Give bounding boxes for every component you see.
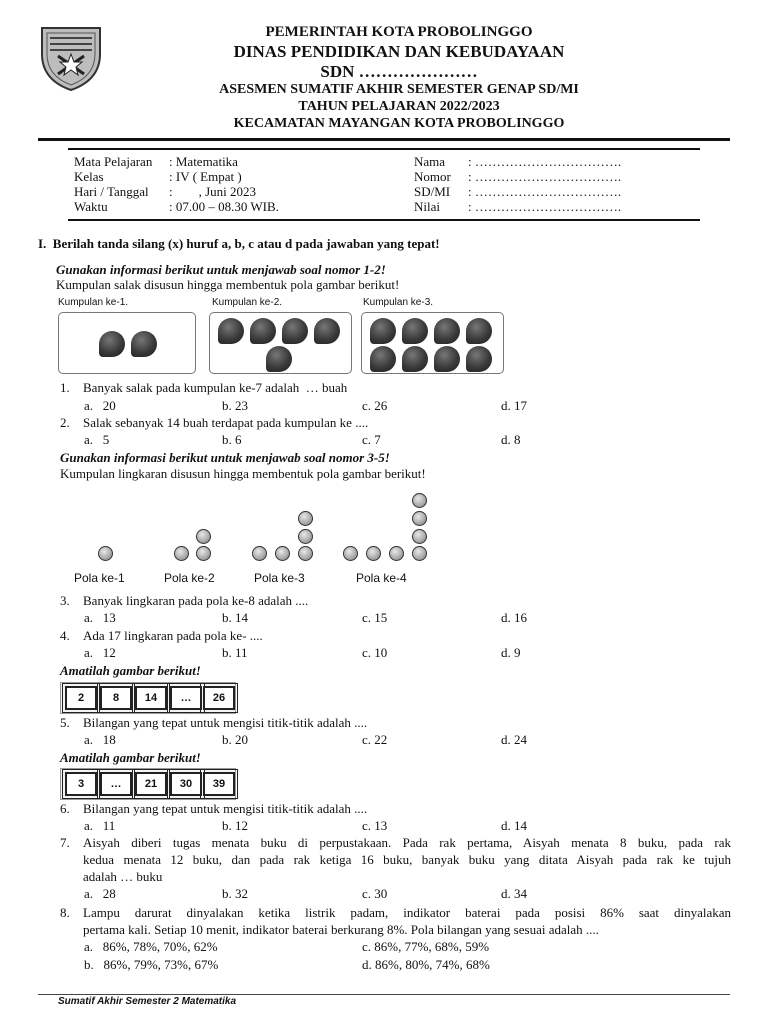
q2-option-c[interactable]: c. 7 [362, 432, 381, 447]
q7-option-c[interactable]: c. 30 [362, 886, 388, 901]
question-7-line-3: adalah … buku [83, 869, 163, 884]
salak-group-2 [209, 312, 352, 374]
q6-option-d[interactable]: d. 14 [501, 818, 527, 833]
pattern-label-4: Pola ke-4 [356, 571, 407, 585]
info-name-label: Nama [414, 154, 446, 169]
q8-option-d[interactable]: d. 86%, 80%, 74%, 68% [362, 957, 490, 972]
q4-option-c[interactable]: c. 10 [362, 645, 388, 660]
pattern-circle [174, 546, 189, 561]
salak-fruit [99, 331, 125, 357]
q3-option-b[interactable]: b. 14 [222, 610, 248, 625]
salak-fruit [250, 318, 276, 344]
question-1: 1. Banyak salak pada kumpulan ke-7 adalah … buah [60, 380, 348, 395]
salak-fruit [314, 318, 340, 344]
header-district: KECAMATAN MAYANGAN KOTA PROBOLINGGO [233, 116, 565, 131]
question-8-line-2: pertama kali. Setiap 10 menit, indikator baterai berkurang 8%. Pola bilangan yang sesuai adalah .... [83, 922, 599, 937]
q6-option-a[interactable]: a. 11 [84, 818, 116, 833]
sequence-box: 2 [65, 686, 97, 710]
q5-option-b[interactable]: b. 20 [222, 732, 248, 747]
question-7-number: 7. [60, 835, 70, 850]
salak-fruit [402, 346, 428, 372]
pattern-circle [412, 546, 427, 561]
salak-label-2: Kumpulan ke-2. [212, 297, 283, 308]
pattern-circle [196, 546, 211, 561]
q7-option-b[interactable]: b. 32 [222, 886, 248, 901]
observe-heading-2: Amatilah gambar berikut! [60, 750, 201, 765]
sequence-box: 14 [135, 686, 167, 710]
q3-option-c[interactable]: c. 15 [362, 610, 388, 625]
pattern-circle [98, 546, 113, 561]
header-school-year: TAHUN PELAJARAN 2022/2023 [298, 99, 500, 114]
question-5: 5. Bilangan yang tepat untuk mengisi titik-titik adalah .... [60, 715, 368, 730]
q6-option-b[interactable]: b. 12 [222, 818, 248, 833]
sequence-box: 8 [100, 686, 132, 710]
pattern-circle [298, 546, 313, 561]
q1-option-c[interactable]: c. 26 [362, 398, 388, 413]
pattern-circle [298, 511, 313, 526]
pattern-circle [412, 511, 427, 526]
intro-salak-heading: Gunakan informasi berikut untuk menjawab soal nomor 1-2! [56, 262, 386, 277]
sequence-box: 30 [170, 772, 202, 796]
salak-fruit [434, 318, 460, 344]
salak-fruit [370, 346, 396, 372]
sequence-box: 39 [203, 772, 235, 796]
info-school-label: SD/MI [414, 184, 451, 199]
salak-fruit [282, 318, 308, 344]
pattern-circle [298, 529, 313, 544]
q5-option-d[interactable]: d. 24 [501, 732, 527, 747]
header-divider [38, 138, 730, 141]
pattern-circle [366, 546, 381, 561]
q6-option-c[interactable]: c. 13 [362, 818, 388, 833]
question-7-line-2: kedua menata 12 buku, dan pada rak ketiga 16 buku, banyak buku yang ditata Aisyah pada rak ke tujuh [83, 852, 731, 867]
section-instruction: I. Berilah tanda silang (x) huruf a, b, c atau d pada jawaban yang tepat! [38, 236, 440, 251]
header-exam-title: ASESMEN SUMATIF AKHIR SEMESTER GENAP SD/MI [219, 82, 579, 97]
info-school-field[interactable]: : ……………………………. [468, 184, 622, 199]
q3-option-a[interactable]: a. 13 [84, 610, 116, 625]
question-4: 4. Ada 17 lingkaran pada pola ke- .... [60, 628, 263, 643]
salak-fruit [266, 346, 292, 372]
sequence-box: … [100, 772, 132, 796]
question-7-line-1: Aisyah diberi tugas menata buku di perpustakaan. Pada rak pertama, Aisyah menata 8 buku, pada rak [83, 835, 731, 850]
salak-fruit [218, 318, 244, 344]
info-number-label: Nomor [414, 169, 451, 184]
q1-option-a[interactable]: a. 20 [84, 398, 116, 413]
q1-option-b[interactable]: b. 23 [222, 398, 248, 413]
sequence-box: 26 [203, 686, 235, 710]
pattern-circle [389, 546, 404, 561]
info-name-field[interactable]: : ……………………………. [468, 154, 622, 169]
footer-rule [38, 994, 730, 995]
pattern-label-1: Pola ke-1 [74, 571, 125, 585]
info-time-value: : 07.00 – 08.30 WIB. [169, 199, 279, 214]
q8-option-b[interactable]: b. 86%, 79%, 73%, 67% [84, 957, 219, 972]
sequence-box: 3 [65, 772, 97, 796]
info-class-label: Kelas [74, 169, 104, 184]
number-sequence-1 [60, 682, 236, 714]
question-2: 2. Salak sebanyak 14 buah terdapat pada kumpulan ke .... [60, 415, 369, 430]
question-8-number: 8. [60, 905, 70, 920]
info-top-rule [68, 148, 700, 150]
q7-option-a[interactable]: a. 28 [84, 886, 116, 901]
info-date-value: : , Juni 2023 [169, 184, 257, 199]
q2-option-a[interactable]: a. 5 [84, 432, 110, 447]
q8-option-a[interactable]: a. 86%, 78%, 70%, 62% [84, 939, 218, 954]
sequence-box: 21 [135, 772, 167, 796]
salak-group-1 [58, 312, 196, 374]
q8-option-c[interactable]: c. 86%, 77%, 68%, 59% [362, 939, 490, 954]
question-6: 6. Bilangan yang tepat untuk mengisi titik-titik adalah .... [60, 801, 368, 816]
salak-label-3: Kumpulan ke-3. [363, 297, 434, 308]
info-subject-value: : Matematika [169, 154, 238, 169]
pattern-label-3: Pola ke-3 [254, 571, 305, 585]
q1-option-d[interactable]: d. 17 [501, 398, 527, 413]
footer-text: Sumatif Akhir Semester 2 Matematika [58, 996, 237, 1007]
info-class-value: : IV ( Empat ) [169, 169, 242, 184]
salak-fruit [402, 318, 428, 344]
q5-option-c[interactable]: c. 22 [362, 732, 388, 747]
number-sequence-2 [60, 768, 236, 800]
question-8-line-1: Lampu darurat dinyalakan ketika listrik padam, indikator baterai pada posisi 86% saat dinyalakan [83, 905, 731, 920]
q3-option-d[interactable]: d. 16 [501, 610, 527, 625]
intro-circle-heading: Gunakan informasi berikut untuk menjawab soal nomor 3-5! [60, 450, 390, 465]
salak-fruit [131, 331, 157, 357]
pattern-circle [275, 546, 290, 561]
intro-salak-text: Kumpulan salak disusun hingga membentuk pola gambar berikut! [56, 277, 400, 292]
header-government: PEMERINTAH KOTA PROBOLINGGO [265, 24, 533, 40]
info-date-label: Hari / Tanggal [74, 184, 149, 199]
q2-option-d[interactable]: d. 8 [501, 432, 521, 447]
q4-option-b[interactable]: b. 11 [222, 645, 248, 660]
q4-option-a[interactable]: a. 12 [84, 645, 116, 660]
pattern-circle [343, 546, 358, 561]
pattern-circle [412, 529, 427, 544]
salak-fruit [466, 318, 492, 344]
info-score-label: Nilai [414, 199, 440, 214]
pattern-circle [252, 546, 267, 561]
header-school: SDN ………………… [320, 62, 478, 81]
salak-fruit [466, 346, 492, 372]
pattern-circle [412, 493, 427, 508]
pattern-circle [196, 529, 211, 544]
header-agency: DINAS PENDIDIKAN DAN KEBUDAYAAN [233, 42, 565, 61]
salak-fruit [370, 318, 396, 344]
salak-label-1: Kumpulan ke-1. [58, 297, 129, 308]
q7-option-d[interactable]: d. 34 [501, 886, 527, 901]
pattern-label-2: Pola ke-2 [164, 571, 215, 585]
info-score-field[interactable]: : ……………………………. [468, 199, 622, 214]
info-number-field[interactable]: : ……………………………. [468, 169, 622, 184]
q5-option-a[interactable]: a. 18 [84, 732, 116, 747]
q4-option-d[interactable]: d. 9 [501, 645, 521, 660]
q2-option-b[interactable]: b. 6 [222, 432, 242, 447]
salak-group-3 [361, 312, 504, 374]
info-subject-label: Mata Pelajaran [74, 154, 153, 169]
intro-circle-text: Kumpulan lingkaran disusun hingga membentuk pola gambar berikut! [60, 466, 426, 481]
info-bottom-rule [68, 219, 700, 221]
salak-fruit [434, 346, 460, 372]
observe-heading-1: Amatilah gambar berikut! [60, 663, 201, 678]
sequence-box: … [170, 686, 202, 710]
question-3: 3. Banyak lingkaran pada pola ke-8 adalah .... [60, 593, 309, 608]
info-time-label: Waktu [74, 199, 108, 214]
